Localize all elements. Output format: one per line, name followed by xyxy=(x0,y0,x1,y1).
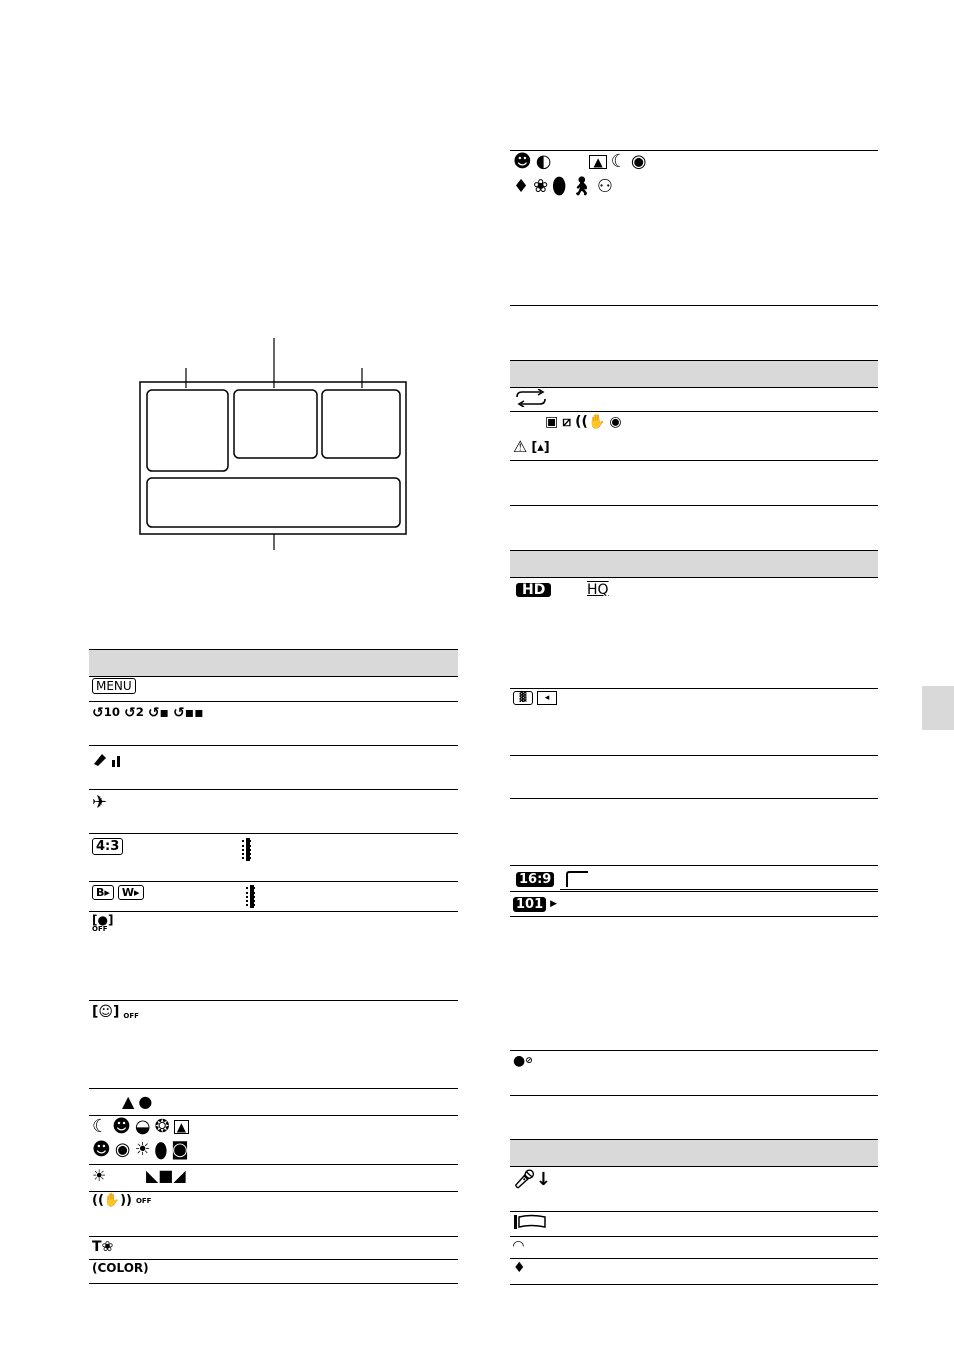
warnings-row-2 xyxy=(513,439,550,455)
fireworks-icon: ❂ xyxy=(154,1116,170,1137)
backlight-icon: ◉ xyxy=(630,151,647,172)
hq-cell xyxy=(587,583,609,597)
timer-2-icon: ↺ 2 xyxy=(123,705,144,721)
landscape-portrait-row xyxy=(122,1094,152,1110)
menu-icon: MENU xyxy=(92,678,136,694)
brightness-row xyxy=(92,1168,106,1184)
folder-101-icon: 101 xyxy=(513,897,546,912)
scenes-row-1 xyxy=(92,1118,189,1136)
folder-row xyxy=(513,897,557,912)
landscape-frame-icon: ▲ xyxy=(174,1120,189,1134)
warnings-row-1 xyxy=(545,415,622,429)
tripod-icon: ◣■◢ xyxy=(146,1166,186,1185)
aspect-row xyxy=(92,838,123,855)
right-scenes-row-2 xyxy=(513,176,613,198)
aspect-4-3-icon: 4:3 xyxy=(92,838,123,855)
landscape-icon: ▲ xyxy=(589,155,606,169)
portrait-icon: ● xyxy=(138,1092,153,1111)
baby-icon: ◙ xyxy=(171,1139,189,1160)
mic-row xyxy=(513,1171,551,1189)
macro-icon: ◐ xyxy=(535,151,552,172)
alert-icon: ⚠ xyxy=(513,437,528,456)
movie-film-icon-2 xyxy=(250,885,254,908)
w-icon: W▸ xyxy=(118,885,144,900)
gps-row xyxy=(92,750,124,768)
walking-icon: 🚶︎ xyxy=(570,176,593,197)
right-table-1-header xyxy=(510,360,878,388)
section-side-tab xyxy=(922,686,954,730)
smile-off-icon: [●] OFF xyxy=(92,913,114,933)
off-label: OFF xyxy=(123,1012,139,1020)
hd-icon: HD xyxy=(516,583,551,597)
play-small-icon: ▶ xyxy=(550,899,558,909)
airplane-icon: ✈ xyxy=(92,792,108,813)
left-table-header xyxy=(89,649,458,677)
steadyshot-off-icon: ((✋)) xyxy=(92,1193,132,1208)
bracket-row xyxy=(92,885,144,900)
frame-icon xyxy=(566,871,588,887)
candle-row xyxy=(513,1261,526,1275)
flag-icon xyxy=(513,1214,547,1230)
battery-warning-icon: ▣ xyxy=(545,414,559,430)
color-row xyxy=(92,1262,149,1274)
night-portrait-icon: ☻ xyxy=(112,1116,131,1137)
tripod-person-icon: ⚇ xyxy=(596,176,614,197)
screen-area-right xyxy=(322,390,400,458)
wifi-icon: ◠ xyxy=(513,1238,524,1254)
media-row xyxy=(513,691,557,705)
off-label-2: OFF xyxy=(135,1196,152,1205)
scenes-row-2 xyxy=(92,1140,189,1160)
timer-group-icon: ↺▪▪ xyxy=(173,705,204,721)
lens-warning-icon: ◉ xyxy=(609,414,622,430)
airplane-row xyxy=(92,794,107,812)
wifi-row xyxy=(513,1239,524,1253)
fish-icon: ⬮ xyxy=(552,174,567,199)
candle-icon: ♦ xyxy=(513,176,530,197)
mic-icon: 🎤︎↓ xyxy=(513,1169,551,1190)
screen-layout-diagram xyxy=(130,338,420,550)
child-face-icon: ◉ xyxy=(114,1139,131,1160)
right-table-2-header xyxy=(510,550,878,578)
portrait-icon: ☻ xyxy=(513,151,532,172)
tele-macro-icon: T ❀ xyxy=(92,1239,114,1255)
landscape-icon: ▲ xyxy=(122,1092,135,1111)
face-off-row xyxy=(92,1004,139,1020)
satellite-signal-icon xyxy=(92,750,124,768)
repeat-row xyxy=(513,389,549,407)
hd-row xyxy=(516,583,551,597)
hq-icon: HQ xyxy=(587,582,609,598)
b-icon: B▸ xyxy=(92,885,114,900)
night-icon: ☾ xyxy=(610,151,627,172)
tripod-cell xyxy=(146,1168,186,1184)
beach-icon: ☀ xyxy=(134,1139,151,1160)
right-table-3-header xyxy=(510,1139,878,1167)
child-icon: ☻ xyxy=(92,1139,111,1160)
touch-off-icon: ● ⊘ xyxy=(513,1053,533,1069)
aspect-16-9-icon: 16:9 xyxy=(516,872,554,887)
repeat-icon xyxy=(513,389,549,407)
memory-icon: ▓ xyxy=(513,691,533,705)
flower-icon: ❀ xyxy=(533,176,549,197)
night-icon: ☾ xyxy=(92,1116,109,1137)
screen-area-center xyxy=(234,390,317,458)
shake-warning-icon: ((✋ xyxy=(575,414,606,430)
smile-off-row xyxy=(92,914,113,933)
fish-icon: ⬮ xyxy=(154,1138,168,1162)
tele-macro-row xyxy=(92,1240,113,1254)
face-detect-off-icon: [☺] xyxy=(92,1004,120,1020)
menu-row xyxy=(92,678,136,694)
right-scenes-row-1 xyxy=(513,153,647,171)
touch-off-row xyxy=(513,1054,533,1068)
timer-10-icon: ↺ 10 xyxy=(92,705,120,721)
sunset-icon: ◒ xyxy=(134,1116,151,1137)
card-warning-icon: ⧄ xyxy=(562,414,572,430)
aspect2-row xyxy=(516,871,588,887)
self-timer-row xyxy=(92,706,204,720)
color-icon: ( COLOR ) xyxy=(92,1261,149,1275)
steadyshot-off-row xyxy=(92,1194,151,1207)
candle-icon: ♦ xyxy=(513,1260,526,1276)
movie-film-icon xyxy=(246,838,250,861)
timer-person-icon: ↺▪ xyxy=(147,705,170,721)
screen-area-bottom xyxy=(147,478,400,527)
flag-row xyxy=(513,1214,547,1230)
card-small-icon: ◂ xyxy=(537,691,557,705)
sun-icon: ☀ xyxy=(92,1166,107,1185)
screen-area-left xyxy=(147,390,228,471)
card-icon: [▴] xyxy=(531,439,550,455)
